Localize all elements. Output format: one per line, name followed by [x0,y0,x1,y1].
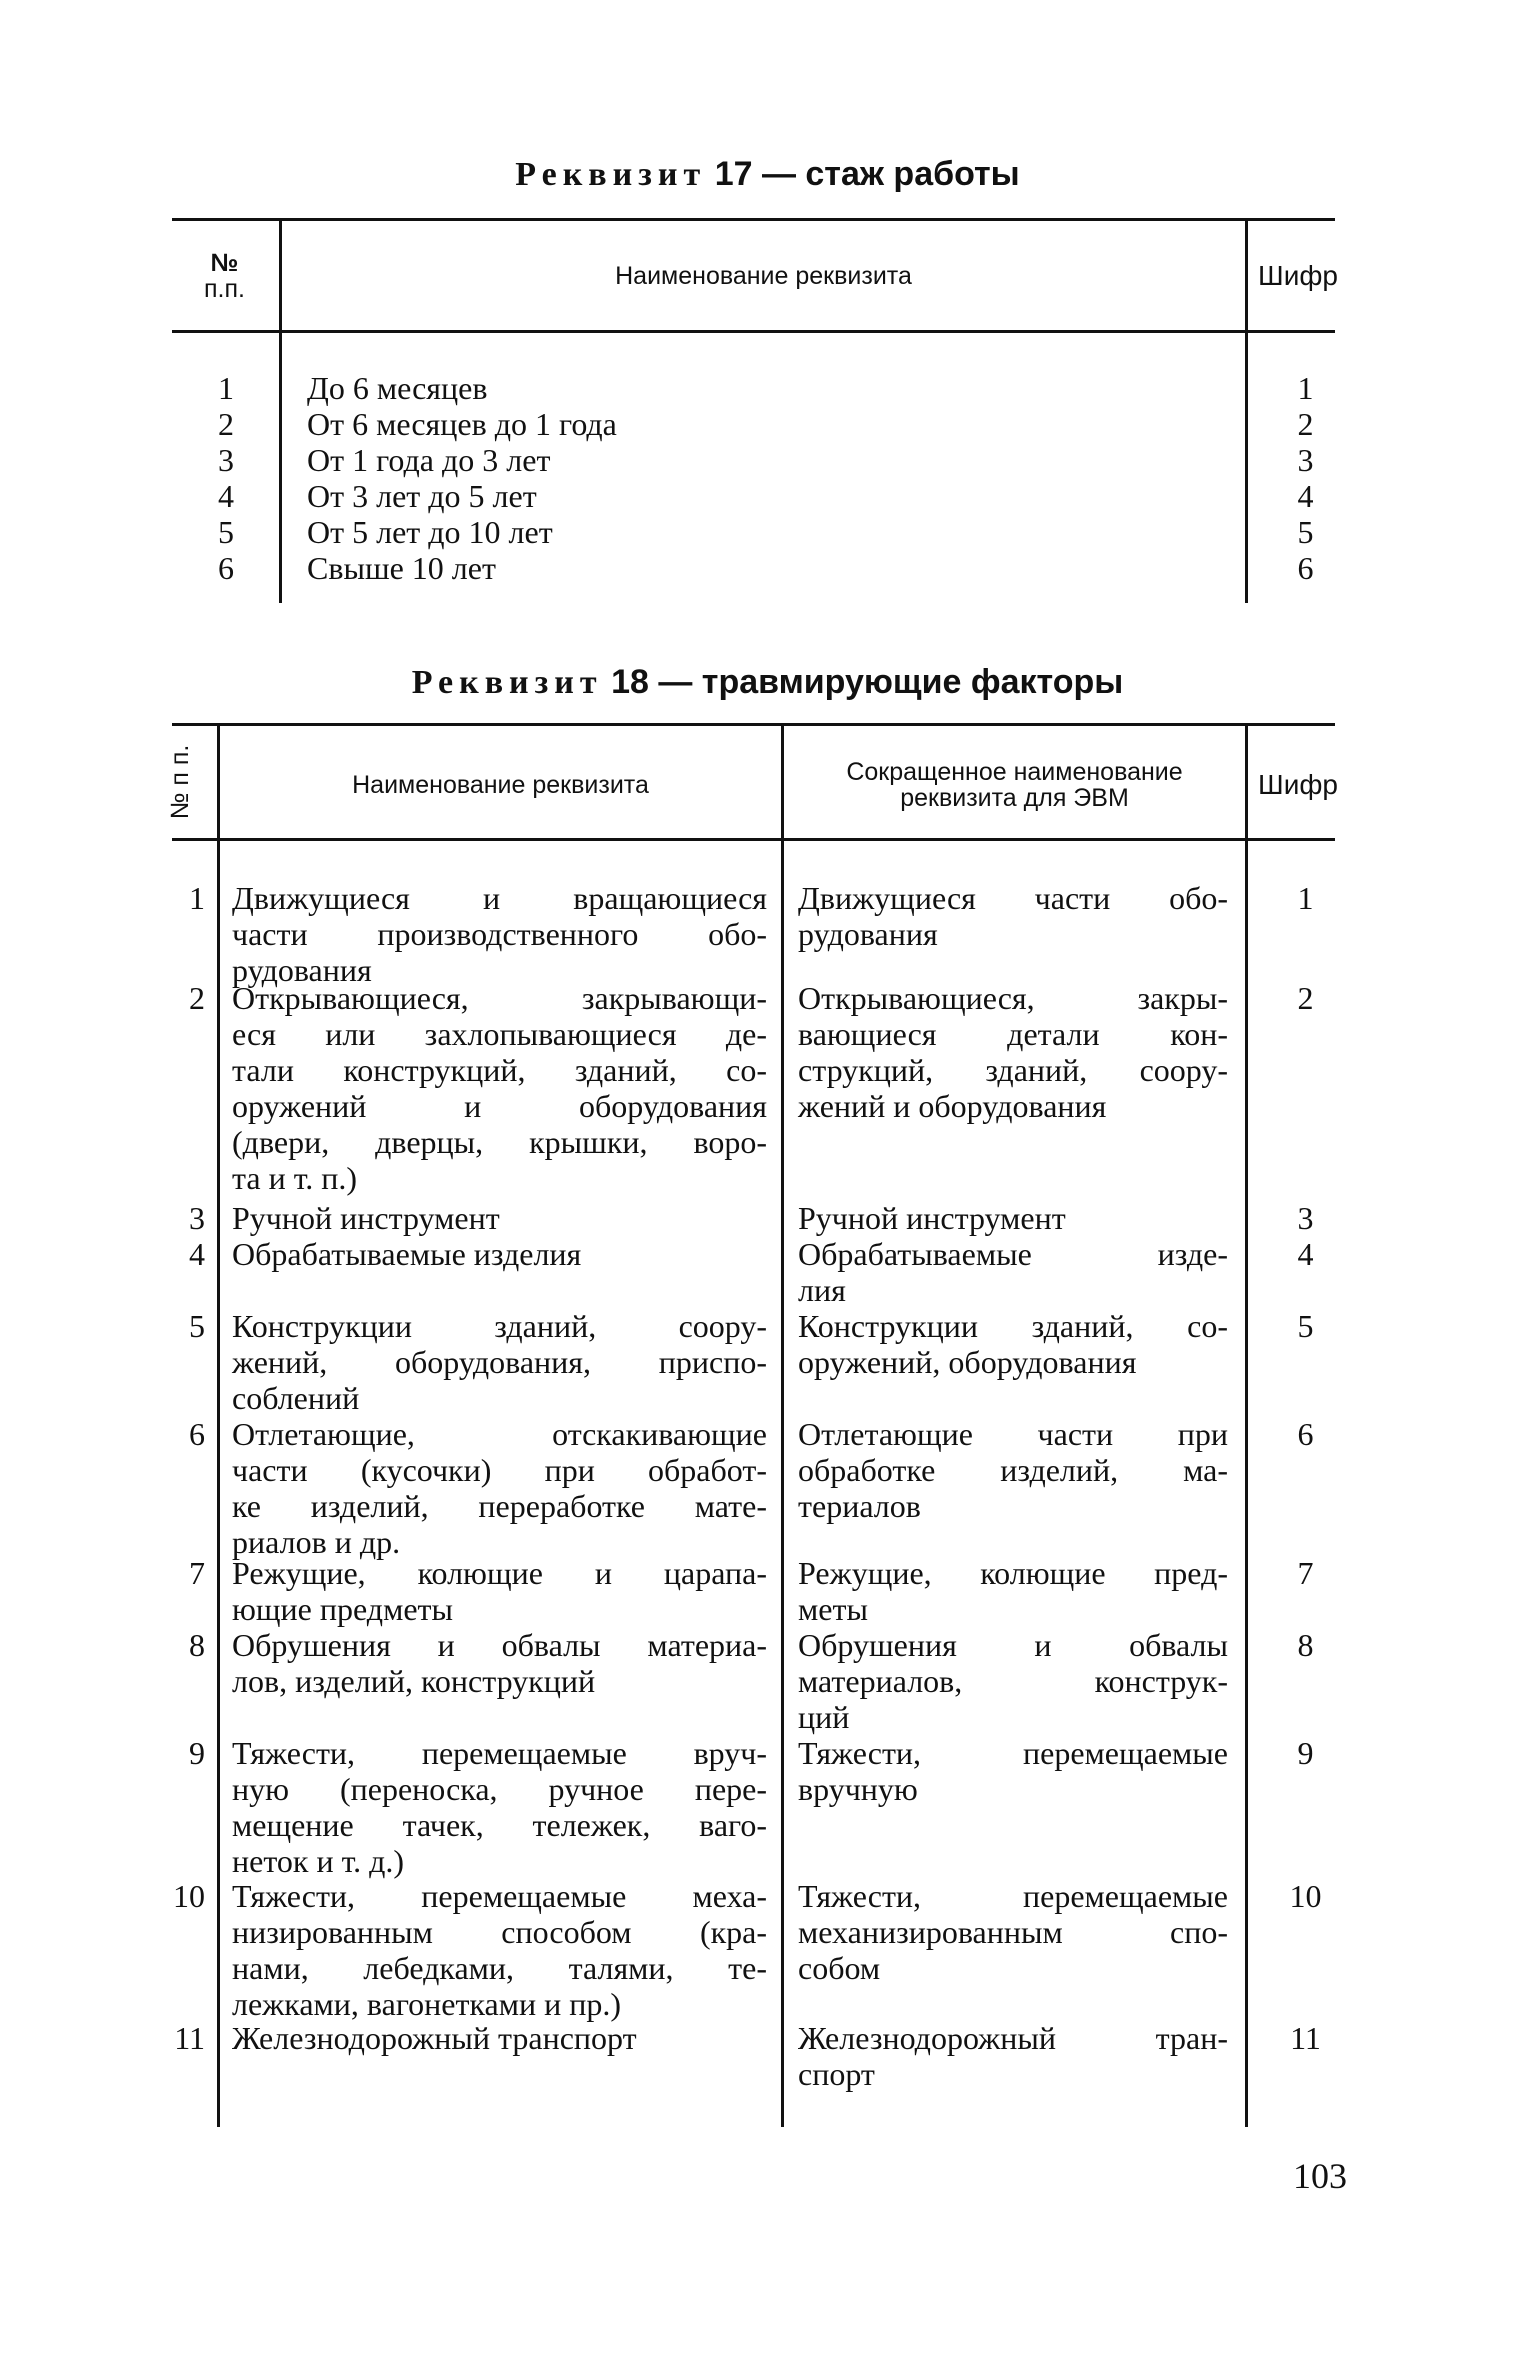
table18-row-num: 5 [189,1308,205,1344]
table18-row-name-line: Тяжести, перемещаемые меха- [232,1878,767,1914]
table17-row-name: От 3 лет до 5 лет [307,478,537,514]
table18-row-short-line: Железнодорожный тран- [798,2020,1228,2056]
table17-header-num-line1: № [210,249,239,277]
table18-row-short-line: вающиеся детали кон- [798,1016,1228,1052]
table17-row-name: От 1 года до 3 лет [307,442,551,478]
table17-row-code: 2 [1297,406,1314,442]
table18-row-name-line: та и т. п.) [232,1160,358,1196]
table18-row-name-line: ную (переноска, ручное пере- [232,1771,767,1807]
table18-row-name-line: ющие предметы [232,1591,453,1627]
table18-row-short-line: меты [798,1591,868,1627]
table18-row-code: 7 [1297,1555,1314,1591]
table18-row-code: 5 [1297,1308,1314,1344]
table17-row-code: 5 [1297,514,1314,550]
table17-header-name: Наименование реквизита [615,262,912,290]
table17-row-num: 6 [218,550,234,586]
table18-row-short-line: Конструкции зданий, со- [798,1308,1228,1344]
table17-row-name: От 5 лет до 10 лет [307,514,553,550]
table18-row-num: 2 [189,980,205,1016]
table18-row-short-line: собом [798,1950,881,1986]
table18-row-short-line: вручную [798,1771,918,1807]
table18-row-short-line: Тяжести, перемещаемые [798,1878,1228,1914]
table18-header-num: № п п. [166,744,194,820]
table18-row-name-line: Тяжести, перемещаемые вруч- [232,1735,767,1771]
table18-row-short-line: рудования [798,916,938,952]
table18-row-name-line: соблений [232,1380,360,1416]
table18-header-code: Шифр [1258,769,1338,800]
table17-row-num: 1 [218,370,234,406]
table18-row-num: 3 [189,1200,205,1236]
table18-title-prefix: Реквизит [411,664,603,701]
table18-row-short-line: лия [798,1272,846,1308]
table17-row-num: 2 [218,406,234,442]
table18-row-short-line: материалов, конструк- [798,1663,1228,1699]
table18-row-name-line: оружений и оборудования [232,1088,767,1124]
table18-row-num: 4 [189,1236,205,1272]
table18-row-name-line: жений, оборудования, приспо- [232,1344,767,1380]
table18-row-code: 1 [1297,880,1314,916]
table18-row-name-line: части (кусочки) при обработ- [232,1452,767,1488]
table18-row-name-line: Движущиеся и вращающиеся [232,880,767,916]
table18-row-name-line: Обрушения и обвалы материа- [232,1627,767,1663]
table18-header-rule [172,838,1335,841]
table18-row-name-line: Ручной инструмент [232,1200,500,1236]
table18-row-code: 9 [1297,1735,1314,1771]
table18-row-name-line: низированным способом (кра- [232,1914,767,1950]
table18-row-name-line: риалов и др. [232,1524,401,1560]
table18-row-short-line: териалов [798,1488,921,1524]
table18-row-short-line: Обрушения и обвалы [798,1627,1228,1663]
table18-row-num: 10 [173,1878,205,1914]
table18-row-name-line: лежками, вагонетками и пр.) [232,1986,621,2022]
table17-title [0,155,1535,194]
table18-row-short-line: спорт [798,2056,875,2092]
table17-row-name: До 6 месяцев [307,370,488,406]
table18-row-name-line: Железнодорожный транспорт [232,2020,637,2056]
table18-row-short-line: механизированным спо- [798,1914,1228,1950]
table18-row-name-line: Конструкции зданий, соору- [232,1308,767,1344]
table17-row-name: От 6 месяцев до 1 года [307,406,617,442]
table18-row-num: 9 [189,1735,205,1771]
table18-row-short-line: обработке изделий, ма- [798,1452,1228,1488]
table17-row-code: 4 [1297,478,1314,514]
table18-col-divider-1 [217,725,220,2127]
table18-row-short-line: оружений, оборудования [798,1344,1137,1380]
table18-row-short-line: Обрабатываемые изде- [798,1236,1228,1272]
table18-row-short-line: Ручной инструмент [798,1200,1066,1236]
table17-row-num: 5 [218,514,234,550]
table18-row-short-line: струкций, зданий, соору- [798,1052,1228,1088]
table18-row-name-line: тали конструкций, зданий, со- [232,1052,767,1088]
table18-row-short-line: Тяжести, перемещаемые [798,1735,1228,1771]
table18-row-code: 10 [1289,1878,1322,1914]
table17-header-num [172,236,277,316]
table18-row-name-line: лов, изделий, конструкций [232,1663,596,1699]
table18-row-name-line: еся или захлопывающиеся де- [232,1016,767,1052]
table18-row-num: 1 [189,880,205,916]
table18-row-code: 4 [1297,1236,1314,1272]
table17-row-num: 3 [218,442,234,478]
table17-row-code: 1 [1297,370,1314,406]
table17-top-rule [172,218,1335,221]
table18-header-short-line1: Сокращенное наименование [846,758,1183,786]
table18-row-name-line: Открывающиеся, закрывающи- [232,980,767,1016]
table18-row-code: 11 [1290,2020,1321,2056]
table18-row-code: 2 [1297,980,1314,1016]
table18-row-short-line: Режущие, колющие пред- [798,1555,1228,1591]
table17-header-rule [172,330,1335,333]
table18-row-code: 3 [1297,1200,1314,1236]
table17-title-rest: 17 — стаж работы [714,155,1020,193]
table18-row-short-line: ций [798,1699,850,1735]
table18-row-num: 8 [189,1627,205,1663]
table18-col-divider-2 [781,725,784,2127]
table18-header-short [784,745,1245,825]
table18-row-name-line: Обрабатываемые изделия [232,1236,582,1272]
table18-row-short-line: Движущиеся части обо- [798,880,1228,916]
table18-row-name-line: Отлетающие, отскакивающие [232,1416,767,1452]
table18-row-name-line: ке изделий, переработке мате- [232,1488,767,1524]
table18-row-name-line: рудования [232,952,372,988]
table17-row-code: 6 [1297,550,1314,586]
table18-row-name-line: (двери, дверцы, крышки, воро- [232,1124,767,1160]
table18-row-code: 8 [1297,1627,1314,1663]
table18-header-name: Наименование реквизита [352,771,649,799]
table17-title-prefix: Реквизит [515,156,707,193]
table18-row-name-line: нами, лебедками, талями, те- [232,1950,767,1986]
table18-top-rule [172,723,1335,726]
table18-row-name-line: Режущие, колющие и царапа- [232,1555,767,1591]
table17-header-num-line2: п.п. [204,275,245,303]
table18-title [0,663,1535,702]
table17-row-name: Свыше 10 лет [307,550,496,586]
table18-row-num: 7 [189,1555,205,1591]
table18-header-short-line2: реквизита для ЭВМ [900,784,1129,812]
table18-title-rest: 18 — травмирующие факторы [611,663,1124,701]
table17-header-code: Шифр [1258,260,1338,291]
table18-row-num: 6 [189,1416,205,1452]
table18-row-short-line: Отлетающие части при [798,1416,1228,1452]
table18-row-name-line: мещение тачек, тележек, ваго- [232,1807,767,1843]
table18-row-name-line: неток и т. д.) [232,1843,405,1879]
table18-row-code: 6 [1297,1416,1314,1452]
page-number: 103 [1293,2156,1347,2196]
table18-row-short-line: жений и оборудования [798,1088,1107,1124]
table18-row-name-line: части производственного обо- [232,916,767,952]
table17-row-code: 3 [1297,442,1314,478]
table18-row-short-line: Открывающиеся, закры- [798,980,1228,1016]
table18-row-num: 11 [174,2020,205,2056]
table17-row-num: 4 [218,478,234,514]
